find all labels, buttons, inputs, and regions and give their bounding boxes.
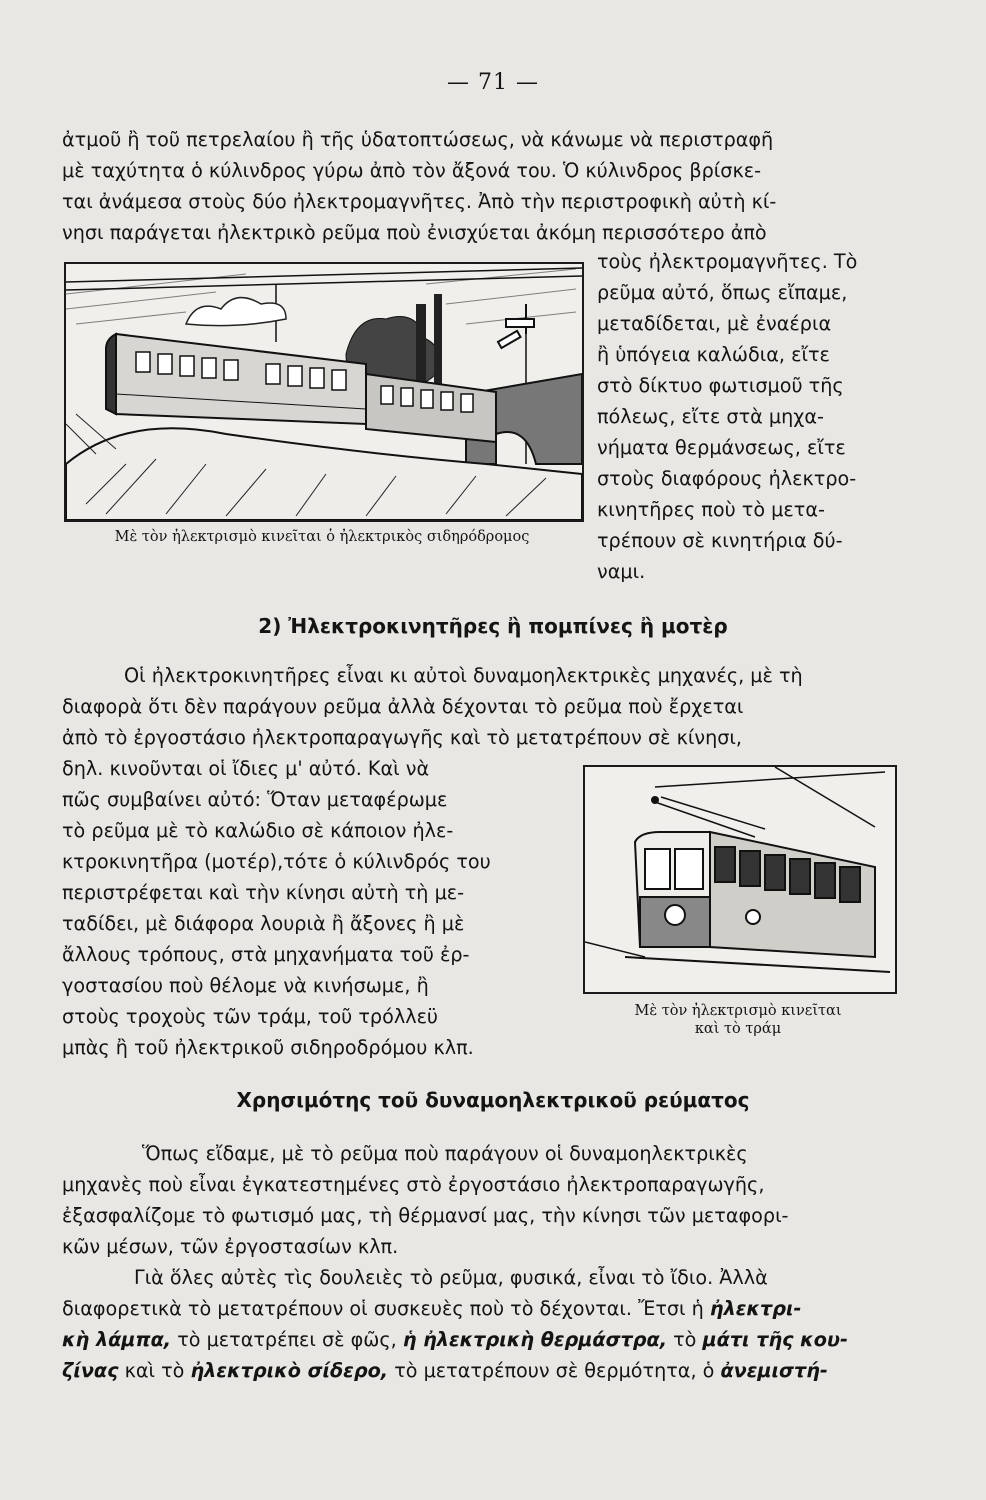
page-number: — 71 —: [447, 70, 539, 95]
text-line: τοὺς ἠλεκτρομαγνῆτες. Τὸ: [597, 250, 858, 273]
emphasis-fan: ἀνεμιστή-: [720, 1359, 828, 1382]
emphasis-electric-lamp: κὴ λάμπα,: [62, 1328, 172, 1351]
paragraph-devices: [62, 1262, 902, 1386]
text-line: ναμι.: [597, 560, 646, 583]
text-line: πόλεως, εἴτε στὰ μηχα-: [597, 405, 824, 428]
caption-line: καὶ τὸ τράμ: [694, 1021, 782, 1037]
heading-electric-motors: 2) Ἠλεκτροκινητῆρες ἢ πομπίνες ἢ μοτὲρ: [258, 614, 728, 638]
text-line: [62, 1293, 902, 1324]
text-line: μὲ ταχύτητα ὁ κύλινδρος γύρω ἀπὸ τὸν ἄξονά του. Ὁ κύλινδρος βρίσκε-: [62, 159, 762, 182]
paragraph-motors-continued: [62, 753, 548, 1063]
emphasis-stove-burner: μάτι τῆς κου-: [702, 1328, 848, 1351]
text-line: περιστρέφεται καὶ τὴν κίνησι αὐτὴ τὴ με-: [62, 881, 465, 904]
paragraph-intro-continued: [597, 246, 904, 587]
text-line: ἀτμοῦ ἢ τοῦ πετρελαίου ἢ τῆς ὑδατοπτώσεως, νὰ κάνωμε νὰ περιστραφῆ: [62, 128, 774, 151]
figure-tram: [583, 765, 897, 994]
tram-caption: [583, 1002, 893, 1038]
heading-usefulness: Χρησιμότης τοῦ δυναμοηλεκτρικοῦ ρεύματος: [236, 1088, 750, 1112]
paragraph-intro: [62, 124, 902, 248]
paragraph-motors: [62, 660, 902, 753]
emphasis-stove-burner: ζίνας: [62, 1359, 119, 1382]
text-line: νήματα θερμάνσεως, εἴτε: [597, 436, 846, 459]
caption-line: Μὲ τὸν ἠλεκτρισμὸ κινεῖται: [634, 1003, 842, 1019]
text-line: [62, 1355, 902, 1386]
text-line: μεταδίδεται, μὲ ἐναέρια: [597, 312, 832, 335]
figure-electric-train: [64, 262, 584, 522]
electric-train-illustration: [66, 264, 582, 520]
text-line: μπὰς ἢ τοῦ ἠλεκτρικοῦ σιδηροδρόμου κλπ.: [62, 1036, 474, 1059]
text-line: ἀπὸ τὸ ἐργοστάσιο ἠλεκτροπαραγωγῆς καὶ τὸ μετατρέπουν σὲ κίνησι,: [62, 726, 743, 749]
text-line: διαφορὰ ὅτι δὲν παράγουν ρεῦμα ἀλλὰ δέχονται τὸ ρεῦμα ποὺ ἔρχεται: [62, 695, 744, 718]
emphasis-electric-lamp: ἠλεκτρι-: [709, 1297, 802, 1320]
paragraph-usefulness: [62, 1138, 902, 1262]
text-line: κινητῆρες ποὺ τὸ μετα-: [597, 498, 825, 521]
tram-body: [635, 832, 875, 957]
text-line: κῶν μέσων, τῶν ἐργοστασίων κλπ.: [62, 1235, 399, 1258]
text-line: ταδίδει, μὲ διάφορα λουριὰ ἢ ἄξονες ἢ μὲ: [62, 912, 465, 935]
text-run: τὸ μετατρέπει σὲ φῶς,: [177, 1328, 397, 1351]
text-line: ται ἀνάμεσα στοὺς δύο ἠλεκτρομαγνῆτες. Ἀπὸ τὴν περιστροφικὴ αὐτὴ κί-: [62, 190, 777, 213]
text-line: κτροκινητῆρα (μοτέρ),τότε ὁ κύλινδρός του: [62, 850, 491, 873]
text-run: τὸ: [673, 1328, 697, 1351]
text-line: νησι παράγεται ἠλεκτρικὸ ρεῦμα ποὺ ἐνισχύεται ἀκόμη περισσότερο ἀπὸ: [62, 221, 767, 244]
cloud-shape: [186, 298, 286, 326]
text-line: ἢ ὑπόγεια καλώδια, εἴτε: [597, 343, 830, 366]
text-line: δηλ. κινοῦνται οἱ ἴδιες μ' αὐτό. Καὶ νὰ: [62, 757, 430, 780]
text-line: πῶς συμβαίνει αὐτό: Ὅταν μεταφέρωμε: [62, 788, 448, 811]
text-line: τὸ ρεῦμα μὲ τὸ καλώδιο σὲ κάποιον ἠλε-: [62, 819, 454, 842]
text-line: μηχανὲς ποὺ εἶναι ἐγκατεστημένες στὸ ἐργοστάσιο ἠλεκτροπαραγωγῆς,: [62, 1173, 765, 1196]
text-run: διαφορετικὰ τὸ μετατρέπουν οἱ συσκευὲς ποὺ τὸ δέχονται. Ἔτσι ἡ: [62, 1297, 704, 1320]
emphasis-electric-iron: ἠλεκτρικὸ σίδερο,: [190, 1359, 389, 1382]
text-line: Γιὰ ὅλες αὐτὲς τὶς δουλειὲς τὸ ρεῦμα, φυσικά, εἶναι τὸ ἴδιο. Ἀλλὰ: [134, 1266, 768, 1289]
text-line: [62, 1324, 902, 1355]
text-line: Οἱ ἠλεκτροκινητῆρες εἶναι κι αὐτοὶ δυναμοηλεκτρικὲς μηχανές, μὲ τὴ: [124, 664, 803, 687]
text-line: στοὺς διαφόρους ἠλεκτρο-: [597, 467, 857, 490]
text-line: ρεῦμα αὐτό, ὅπως εἴπαμε,: [597, 281, 848, 304]
emphasis-electric-heater: ἡ ἠλεκτρικὴ θερμάστρα,: [402, 1328, 667, 1351]
text-run: καὶ τὸ: [124, 1359, 185, 1382]
text-line: γοστασίου ποὺ θέλομε νὰ κινήσωμε, ἢ: [62, 974, 429, 997]
text-line: στοὺς τροχοὺς τῶν τράμ, τοῦ τρόλλεϋ: [62, 1005, 439, 1028]
text-run: τὸ μετατρέπουν σὲ θερμότητα, ὁ: [394, 1359, 715, 1382]
text-line: τρέπουν σὲ κινητήρια δύ-: [597, 529, 843, 552]
tram-illustration: [585, 767, 895, 992]
text-line: ἄλλους τρόπους, στὰ μηχανήματα τοῦ ἐρ-: [62, 943, 470, 966]
text-line: Ὅπως εἴδαμε, μὲ τὸ ρεῦμα ποὺ παράγουν οἱ δυναμοηλεκτρικὲς: [142, 1142, 748, 1165]
text-line: ἐξασφαλίζομε τὸ φωτισμό μας, τὴ θέρμανσί μας, τὴν κίνησι τῶν μεταφορι-: [62, 1204, 789, 1227]
text-line: στὸ δίκτυο φωτισμοῦ τῆς: [597, 374, 844, 397]
train-caption: Μὲ τὸν ἠλεκτρισμὸ κινεῖται ὁ ἠλεκτρικὸς σιδηρόδρομος: [114, 529, 530, 545]
